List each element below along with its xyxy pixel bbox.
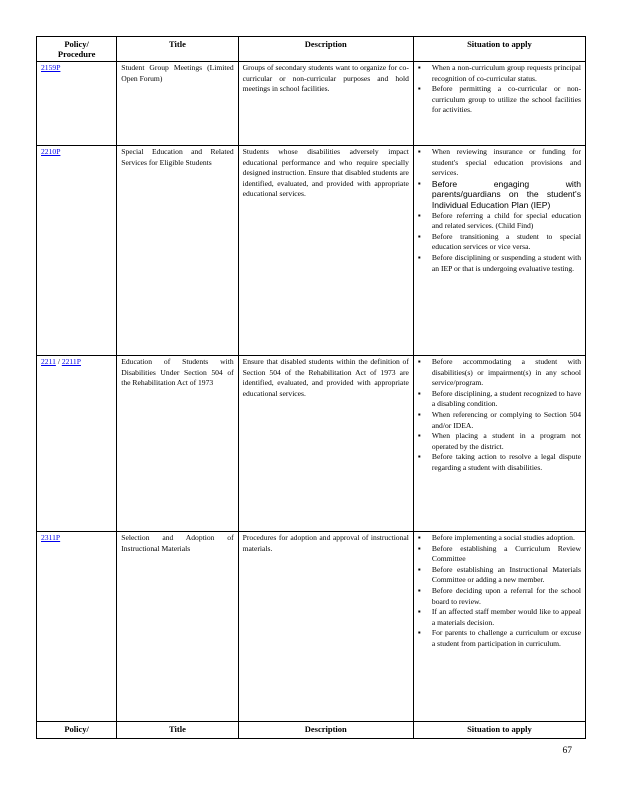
list-item: ▪ Before disciplining, a student recognized to have a disabling condition. xyxy=(418,389,581,410)
footer-header-policy: Policy/ xyxy=(37,722,117,739)
policy-table xyxy=(36,36,586,739)
list-item: ▪ Before establishing an Instructional Materials Committee or adding a new member. xyxy=(418,565,581,586)
policy-link[interactable]: 2159P xyxy=(41,63,61,72)
situation-list xyxy=(418,63,581,116)
list-item: ▪ Before transitioning a student to special education services or vice versa. xyxy=(418,232,581,253)
policy-description: Groups of secondary students want to organize for co-curricular or non-curricular purposes and hold meetings in school facilities. xyxy=(238,62,413,146)
footer-header-description: Description xyxy=(238,722,413,739)
list-item: ▪ If an affected staff member would like to appeal a materials decision. xyxy=(418,607,581,628)
list-item: ▪ Before engaging with parents/guardians on the student's Individual Education Plan (IEP) xyxy=(418,179,581,211)
policy-title: Special Education and Related Services for Eligible Students xyxy=(117,146,238,356)
situation-cell xyxy=(413,62,585,146)
list-item: ▪ Before referring a child for special education and related services. (Child Find) xyxy=(418,211,581,232)
policy-link[interactable]: 2211P xyxy=(61,357,81,366)
list-item: ▪ Before deciding upon a referral for the school board to review. xyxy=(418,586,581,607)
situation-cell xyxy=(413,146,585,356)
policy-code-cell xyxy=(37,62,117,146)
policy-link[interactable]: 2211 xyxy=(41,357,56,366)
header-description: Description xyxy=(238,37,413,62)
header-situation: Situation to apply xyxy=(413,37,585,62)
situation-cell xyxy=(413,356,585,532)
header-title: Title xyxy=(117,37,238,62)
policy-code-cell xyxy=(37,356,117,532)
code-separator: / xyxy=(57,357,62,366)
list-item: ▪ Before accommodating a student with disabilities(s) or impairment(s) in any school service/program. xyxy=(418,357,581,389)
list-item: ▪ Before establishing a Curriculum Review Committee xyxy=(418,544,581,565)
table-footer-header-row xyxy=(37,722,586,739)
policy-description: Students whose disabilities adversely impact educational performance and who require specially designed instruction. Ensure that disabled students are identified, evaluated, and provided with appropriate educational services. xyxy=(238,146,413,356)
situation-list xyxy=(418,357,581,474)
list-item: ▪ Before implementing a social studies adoption. xyxy=(418,533,581,544)
policy-title: Student Group Meetings (Limited Open Forum) xyxy=(117,62,238,146)
list-item: ▪ When a non-curriculum group requests principal recognition of co-curricular status. xyxy=(418,63,581,84)
policy-title: Education of Students with Disabilities Under Section 504 of the Rehabilitation Act of 1973 xyxy=(117,356,238,532)
list-item: ▪ When placing a student in a program not operated by the district. xyxy=(418,431,581,452)
page-number: 67 xyxy=(562,746,572,756)
table-row xyxy=(37,62,586,146)
table-header-row xyxy=(37,37,586,62)
situation-list xyxy=(418,533,581,650)
policy-code-cell xyxy=(37,146,117,356)
list-item: ▪ Before permitting a co-curricular or non-curriculum group to utilize the school facilities for activities. xyxy=(418,84,581,116)
list-item: ▪ Before taking action to resolve a legal dispute regarding a student with disabilities. xyxy=(418,452,581,473)
table-row xyxy=(37,146,586,356)
policy-code-cell xyxy=(37,532,117,722)
list-item: ▪ For parents to challenge a curriculum or excuse a student from participation in curriculum. xyxy=(418,628,581,649)
policy-description: Ensure that disabled students within the definition of Section 504 of the Rehabilitation Act of 1973 are identified, evaluated, and provided with appropriate educational services. xyxy=(238,356,413,532)
situation-list xyxy=(418,147,581,274)
policy-link[interactable]: 2311P xyxy=(41,533,61,542)
header-policy: Policy/ Procedure xyxy=(37,37,117,62)
table-row xyxy=(37,356,586,532)
policy-description: Procedures for adoption and approval of instructional materials. xyxy=(238,532,413,722)
list-item: ▪ Before disciplining or suspending a student with an IEP or that is undergoing evaluative testing. xyxy=(418,253,581,274)
list-item: ▪ When referencing or complying to Section 504 and/or IDEA. xyxy=(418,410,581,431)
footer-header-situation: Situation to apply xyxy=(413,722,585,739)
policy-title: Selection and Adoption of Instructional Materials xyxy=(117,532,238,722)
list-item: ▪ When reviewing insurance or funding for student's special education provisions and services. xyxy=(418,147,581,179)
footer-header-title: Title xyxy=(117,722,238,739)
situation-cell xyxy=(413,532,585,722)
policy-link[interactable]: 2210P xyxy=(41,147,61,156)
table-row xyxy=(37,532,586,722)
